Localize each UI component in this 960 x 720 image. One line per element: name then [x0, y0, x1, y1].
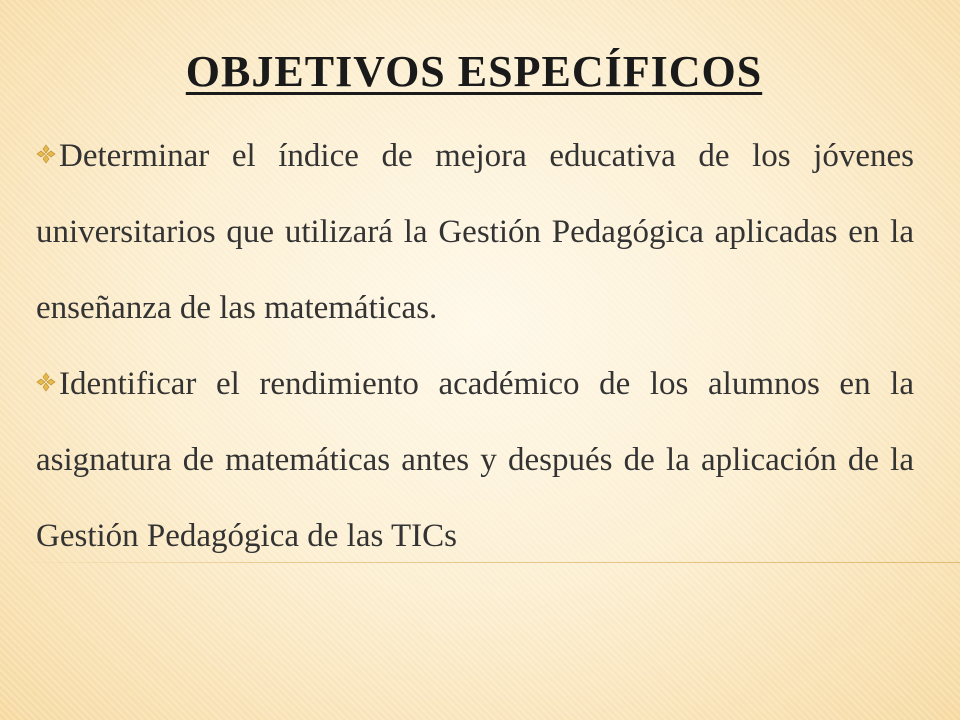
bullet-item-2: [36, 346, 914, 574]
bullet-text-1: Determinar el índice de mejora educativa de los jóvenes universitarios que utilizará la Gestión Pedagógica aplicadas en la enseñanza de las matemáticas.: [36, 138, 914, 326]
slide-title-text: OBJETIVOS ESPECÍFICOS: [185, 47, 763, 96]
slide-title: [0, 46, 960, 97]
bullet-text-2: Identificar el rendimiento académico de los alumnos en la asignatura de matemáticas antes y después de la aplicación de la Gestión Pedagógica de las TICs: [36, 366, 914, 554]
four-diamond-bullet-icon: [36, 144, 56, 164]
bullet-list: [36, 118, 914, 574]
bullet-item-1: [36, 118, 914, 346]
four-diamond-bullet-icon: [36, 372, 56, 392]
